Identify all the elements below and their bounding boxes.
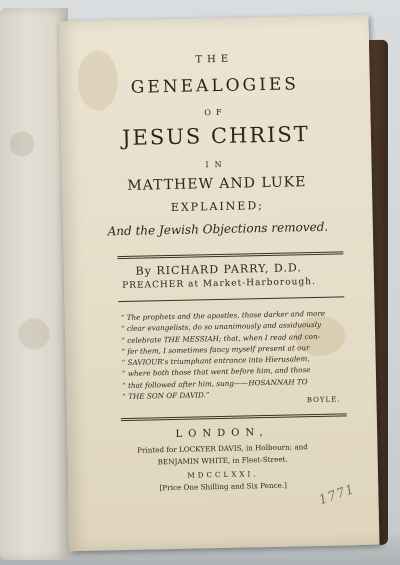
quote-line: “ SAVIOUR’s triumphant entrance into Hierusalem, [121,354,310,368]
quote-line: “ THE SON OF DAVID.” [122,390,210,402]
epigraph-quote [120,307,347,405]
title-genealogies: GENEALOGIES [130,74,300,98]
quote-source: BOYLE. [306,395,341,405]
imprint-year: MDCCLXXI. [187,469,259,480]
title-explained: EXPLAINED; [170,199,265,214]
imprint-price: [Price One Shilling and Six Pence.] [159,480,288,493]
title-page [58,15,379,551]
title-matthew-luke: MATTHEW AND LUKE [127,174,307,194]
quote-line: “ The prophets and the apostles, those darker and more [120,308,326,323]
rule-lower [121,413,347,421]
title-jesus-christ: JESUS CHRIST [121,122,311,150]
title-objections: And the Jewish Objections removed. [107,219,329,239]
cover-stains [10,68,50,448]
title-in: IN [205,159,228,170]
rule-upper [117,251,343,259]
author-line: By RICHARD PARRY, D.D. [135,261,302,278]
quote-line: “ that followed after him, sung——HOSANNAH TO [122,376,308,390]
imprint-printer: Printed for LOCKYER DAVIS, in Holbourn; and [136,442,308,455]
title-of: OF [204,107,227,118]
imprint-city: LONDON, [175,426,269,440]
preacher-line: PREACHER at Market-Harborough. [122,276,316,292]
quote-line: “ celebrate THE MESSIAH; that, when I read and con- [121,331,321,345]
title-the: THE [195,53,234,66]
rule-middle [118,296,344,302]
book-cover-left [0,8,68,560]
handwritten-date: 1771 [317,481,357,509]
quote-line: “ where both those that went before him, and those [121,365,311,379]
imprint-bookseller: BENJAMIN WHITE, in Fleet-Street. [157,454,288,467]
quote-line: “ fer them, I sometimes fancy myself present at our [121,343,310,356]
quote-line: “ clear evangelists, do so unanimously and assiduously [120,320,322,334]
